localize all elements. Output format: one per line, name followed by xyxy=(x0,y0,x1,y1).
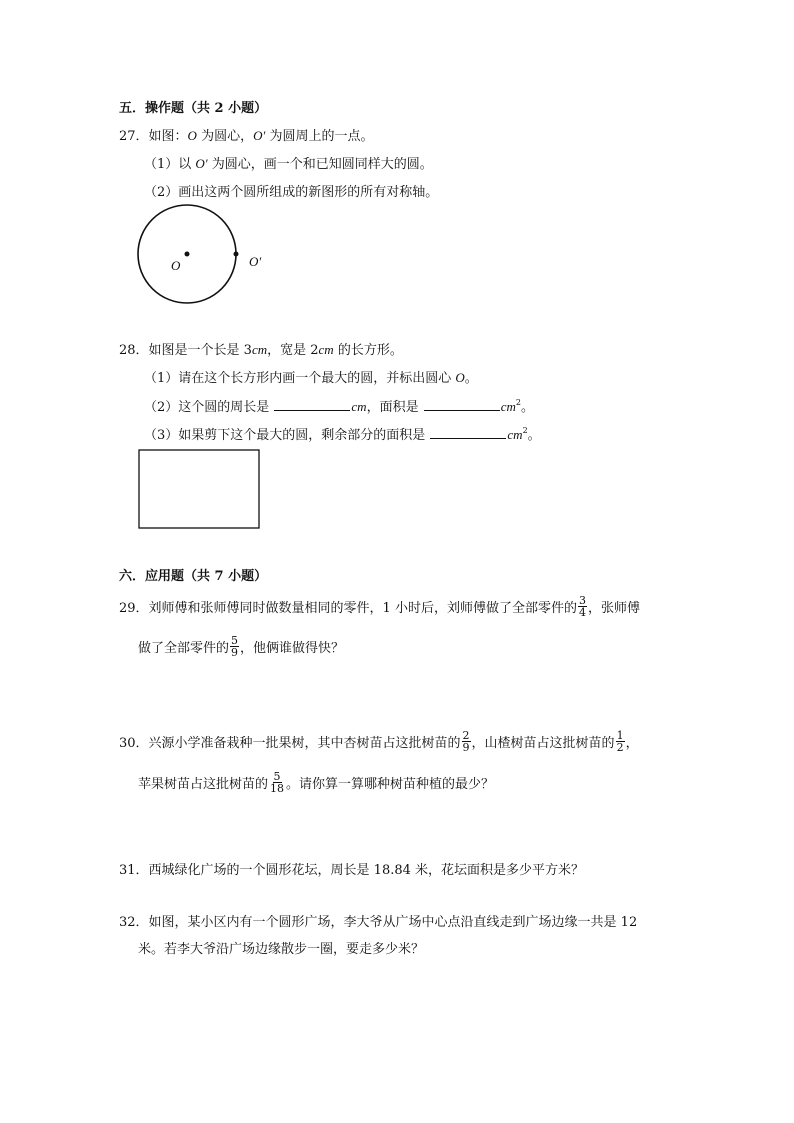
question-30-line-1 xyxy=(119,729,639,755)
question-32-line-1: 32．如图，某小区内有一个圆形广场，李大爷从广场中心点沿直线走到广场边缘一共是 12 xyxy=(119,915,638,930)
question-31: 31．西城绿化广场的一个圆形花坛，周长是 18.84 米，花坛面积是多少平方米？ xyxy=(119,863,585,878)
q28-stem-b: ，宽是 2 xyxy=(267,343,319,358)
answer-blank-remaining-area[interactable] xyxy=(430,426,506,439)
q28-part1-symbol: O xyxy=(455,370,465,385)
q29-line1-end: ，张师傅 xyxy=(587,601,640,616)
q28-part1-b: 。 xyxy=(464,371,478,386)
q28-part3-c: 。 xyxy=(527,428,541,443)
q27-part1-b: 为圆心，画一个和已知圆同样大的圆。 xyxy=(207,157,433,172)
q28-part3-exponent: 2 xyxy=(522,426,528,435)
q30-line1-end: ， xyxy=(625,736,639,751)
q30-fraction-2-9: $\frac{2}{9}$ xyxy=(462,729,470,754)
q28-part3-unit: cm xyxy=(507,427,523,442)
center-point-o xyxy=(185,252,190,257)
q29-fraction-3-4: $\frac{3}{4}$ xyxy=(578,594,586,619)
question-27-part-2: （2）画出这两个圆所组成的新图形的所有对称轴。 xyxy=(144,185,439,200)
q28-part2-c: 。 xyxy=(520,400,534,415)
q27-center-symbol: O xyxy=(187,128,197,143)
question-28-part-3 xyxy=(144,424,541,443)
q28-stem-c: 的长方形。 xyxy=(333,343,403,358)
question-30-line-2 xyxy=(138,770,495,796)
q28-part2-a: （2）这个圆的周长是 xyxy=(144,400,274,415)
question-27-stem xyxy=(119,125,373,144)
q30-line2: 苹果树苗占这批树苗的 xyxy=(138,777,269,792)
point-o-prime xyxy=(234,252,239,257)
q28-unit-1: cm xyxy=(251,342,268,357)
q30-fraction-1-2: $\frac{1}{2}$ xyxy=(616,729,624,754)
label-o-prime: O′ xyxy=(249,254,262,269)
q27-stem-prefix: 27．如图： xyxy=(119,129,188,144)
q28-part2-unit-2: cm xyxy=(500,399,516,414)
q28-part3-a: （3）如果剪下这个最大的圆，剩余部分的面积是 xyxy=(144,428,430,443)
question-28-stem xyxy=(119,339,403,358)
q29-line2: 做了全部零件的 xyxy=(138,641,230,656)
q28-part1-a: （1）请在这个长方形内画一个最大的圆，并标出圆心 xyxy=(144,371,456,386)
question-29-line-2 xyxy=(138,634,345,660)
question-32-line-2: 米。若李大爷沿广场边缘散步一圈，要走多少米？ xyxy=(138,942,425,957)
q29-line1: 29．刘师傅和张师傅同时做数量相同的零件，1 小时后，刘师傅做了全部零件的 xyxy=(119,601,577,616)
q28-part2-exponent: 2 xyxy=(515,398,521,407)
question-28-part-2 xyxy=(144,396,534,415)
q30-line2-end: 。请你算一算哪种树苗种植的最少？ xyxy=(286,777,495,792)
question-27-part-1 xyxy=(144,153,433,172)
question-28-part-1 xyxy=(144,367,478,386)
q28-part2-unit-1: cm xyxy=(351,399,367,414)
q29-fraction-5-9: $\frac{5}{9}$ xyxy=(231,634,239,659)
rectangle-3x2 xyxy=(139,450,259,528)
q27-stem-end: 为圆周上的一点。 xyxy=(265,129,374,144)
q29-line2-end: ，他俩谁做得快？ xyxy=(240,641,345,656)
q27-stem-mid: 为圆心， xyxy=(196,129,254,144)
answer-blank-area[interactable] xyxy=(424,398,500,411)
q27-point-symbol: O′ xyxy=(253,128,266,143)
label-o: O xyxy=(171,258,181,273)
question-29-line-1 xyxy=(119,594,640,620)
q28-stem-a: 28．如图是一个长是 3 xyxy=(119,343,252,358)
section-heading-6: 六．应用题（共 7 小题） xyxy=(119,569,268,584)
q28-part2-b: ，面积是 xyxy=(366,400,423,415)
q27-circle-figure xyxy=(130,198,290,308)
q27-part1-symbol: O′ xyxy=(195,156,208,171)
q28-unit-2: cm xyxy=(318,342,334,357)
answer-blank-circumference[interactable] xyxy=(274,398,350,411)
q30-line1: 30．兴源小学准备栽种一批果树，其中杏树苗占这批树苗的 xyxy=(119,736,461,751)
q30-fraction-5-18: $\frac{5}{18}$ xyxy=(270,770,285,795)
q28-rectangle-figure xyxy=(138,449,262,531)
q30-line1-mid: ，山楂树苗占这批树苗的 xyxy=(471,736,615,751)
section-heading-5: 五．操作题（共 2 小题） xyxy=(119,101,268,116)
q27-part1-a: （1）以 xyxy=(144,157,196,172)
